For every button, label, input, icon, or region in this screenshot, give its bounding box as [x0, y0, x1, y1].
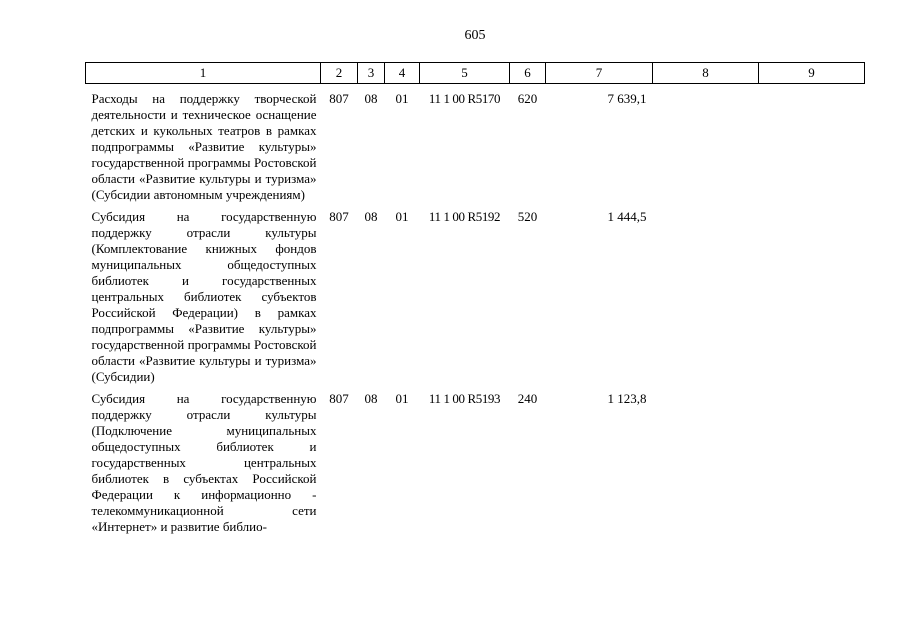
col-8-cell — [653, 385, 759, 535]
page-number: 605 — [464, 28, 486, 43]
expense-type-code: 620 — [517, 91, 538, 106]
section-code: 08 — [364, 209, 378, 224]
header-row — [86, 63, 865, 84]
table-row — [86, 385, 865, 535]
ministry-code: 807 — [329, 209, 349, 224]
table-row — [86, 203, 865, 385]
header-col-7: 7 — [546, 63, 653, 84]
header-col-4: 4 — [385, 63, 420, 84]
subsection-code: 01 — [395, 91, 409, 106]
section-code: 08 — [364, 391, 378, 406]
header-col-3: 3 — [358, 63, 385, 84]
expense-type-code: 240 — [517, 391, 538, 406]
col-9-cell — [759, 385, 865, 535]
expense-description: Субсидия на государственную поддержку отрасли культуры (Комплектование книжных фондов муниципальных общедоступных библиотек и государственных центральных библиотек субъектов Российской Федерации) в рамках подпрограммы «Развитие культуры» государственной программы Ростовской области «Развитие культуры и туризма» (Субсидии) — [91, 209, 317, 384]
amount: 1 123,8 — [607, 391, 647, 406]
col-9-cell — [759, 84, 865, 204]
amount: 7 639,1 — [607, 91, 647, 106]
subsection-code: 01 — [395, 391, 409, 406]
table-row — [86, 84, 865, 204]
expense-type-code: 520 — [517, 209, 538, 224]
ministry-code: 807 — [329, 91, 349, 106]
header-col-9: 9 — [759, 63, 865, 84]
subsection-code: 01 — [395, 209, 409, 224]
col-8-cell — [653, 84, 759, 204]
header-col-5: 5 — [420, 63, 510, 84]
header-col-2: 2 — [321, 63, 358, 84]
budget-table — [85, 62, 865, 535]
col-9-cell — [759, 203, 865, 385]
amount: 1 444,5 — [607, 209, 647, 224]
target-article-code: 11 1 00 R5170 — [428, 91, 501, 106]
header-col-6: 6 — [510, 63, 546, 84]
section-code: 08 — [364, 91, 378, 106]
ministry-code: 807 — [329, 391, 349, 406]
header-col-8: 8 — [653, 63, 759, 84]
expense-description: Расходы на поддержку творческой деятельности и техническое оснащение детских и кукольных театров в рамках подпрограммы «Развитие культуры» государственной программы Ростовской области «Развитие культуры и туризма» (Субсидии автономным учреждениям) — [91, 91, 317, 202]
target-article-code: 11 1 00 R5192 — [428, 209, 501, 224]
header-col-1: 1 — [86, 63, 321, 84]
expense-description: Субсидия на государственную поддержку отрасли культуры (Подключение муниципальных общедоступных библиотек и государственных центральных библиотек в субъектах Российской Федерации к информационно - телекоммуникационной сети «Интернет» и развитие библио- — [91, 391, 317, 534]
col-8-cell — [653, 203, 759, 385]
target-article-code: 11 1 00 R5193 — [428, 391, 501, 406]
